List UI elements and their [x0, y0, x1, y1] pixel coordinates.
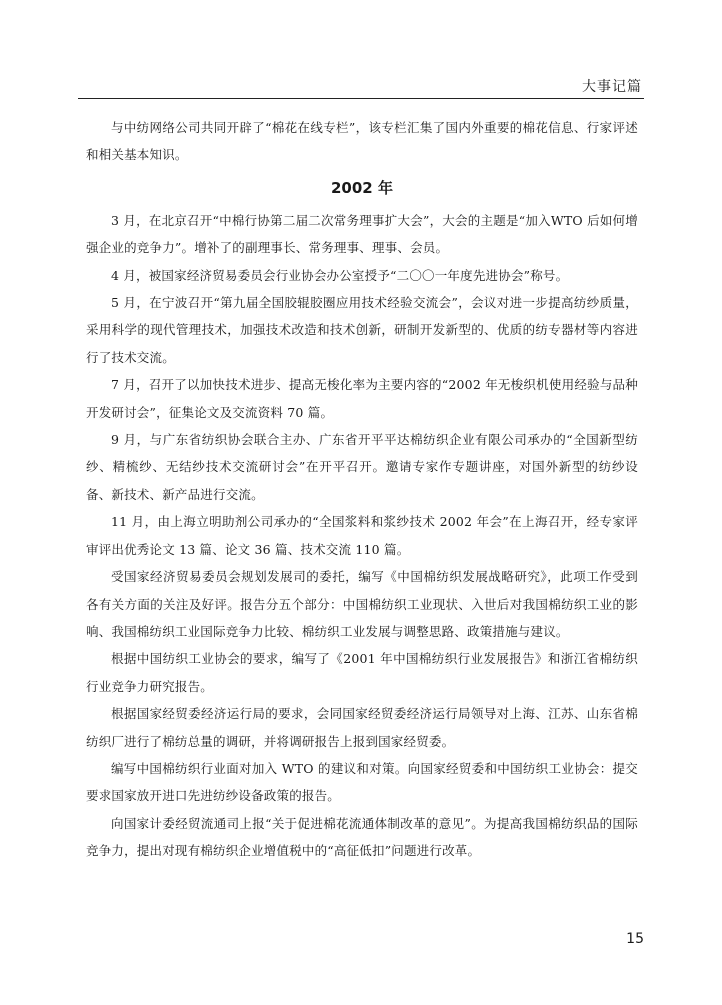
paragraph: 根据国家经贸委经济运行局的要求，会同国家经贸委经济运行局领导对上海、江苏、山东省棉纺织厂进行了棉纺总量的调研，并将调研报告上报到国家经贸委。 — [86, 706, 638, 749]
paragraph: 编写中国棉纺织行业面对加入 WTO 的建议和对策。向国家经贸委和中国纺织工业协会：提交要求国家放开进口先进纺纱设备政策的报告。 — [86, 760, 638, 804]
paragraph: 3 月，在北京召开“中棉行协第二届二次常务理事扩大会”，大会的主题是“加入WTO 后如何增强企业的竞争力”。增补了的副理事长、常务理事、理事、会员。 — [86, 212, 638, 256]
paragraph: 受国家经济贸易委员会规划发展司的委托，编写《中国棉纺织发展战略研究》，此项工作受到各有关方面的关注及好评。报告分五个部分：中国棉纺织工业现状、入世后对我国棉纺织工业的影响、我国棉纺织工业国际竞争力比较、棉纺织工业发展与调整思路、政策措施与建议。 — [86, 569, 638, 639]
paragraph: 5 月，在宁波召开“第九届全国胶辊胶圈应用技术经验交流会”，会议对进一步提高纺纱质量，采用科学的现代管理技术，加强技术改造和技术创新，研制开发新型的、优质的纺专器材等内容进行了技术交流。 — [86, 295, 638, 365]
paragraph: 7 月，召开了以加快技术进步、提高无梭化率为主要内容的“2002 年无梭织机使用经验与品种开发研讨会”，征集论文及交流资料 70 篇。 — [86, 377, 638, 420]
body-text — [86, 114, 638, 865]
paragraph: 向国家计委经贸流通司上报“关于促进棉花流通体制改革的意见”。为提高我国棉纺织品的国际竞争力，提出对现有棉纺织企业增值税中的“高征低扣”问题进行改革。 — [86, 815, 638, 859]
paragraph: 4 月，被国家经济贸易委员会行业协会办公室授予“二〇〇一年度先进协会”称号。 — [111, 267, 569, 283]
paragraph: 根据中国纺织工业协会的要求，编写了《2001 年中国棉纺织行业发展报告》和浙江省棉纺织行业竞争力研究报告。 — [86, 651, 638, 694]
paragraph: 9 月，与广东省纺织协会联合主办、广东省开平平达棉纺织企业有限公司承办的“全国新型纺纱、精梳纱、无结纱技术交流研讨会”在开平召开。邀请专家作专题讲座，对国外新型的纺纱设备、新技术、新产品进行交流。 — [86, 432, 638, 502]
page-number: 15 — [626, 931, 644, 947]
year-heading: 2002 年 — [331, 178, 393, 197]
page-header — [78, 78, 644, 99]
intro-paragraph: 与中纺网络公司共同开辟了“棉花在线专栏”，该专栏汇集了国内外重要的棉花信息、行家评述和相关基本知识。 — [86, 120, 638, 163]
paragraph: 11 月，由上海立明助剂公司承办的“全国浆料和浆纱技术 2002 年会”在上海召开，经专家评审评出优秀论文 13 篇、论文 36 篇、技术交流 110 篇。 — [86, 514, 638, 557]
section-title: 大事记篇 — [582, 79, 642, 95]
